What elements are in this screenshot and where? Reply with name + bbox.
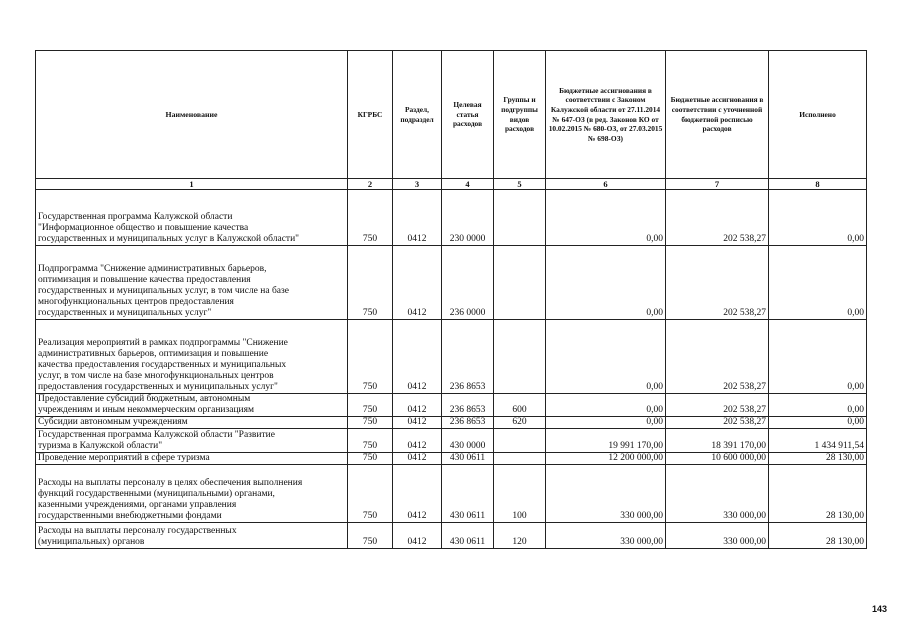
row-target: 430 0611 xyxy=(442,523,494,549)
row-kgrbs: 750 xyxy=(348,394,393,417)
row-target: 230 0000 xyxy=(442,190,494,246)
table-row xyxy=(36,417,867,429)
table-row xyxy=(36,320,867,394)
row-section: 0412 xyxy=(393,246,442,320)
header-kgrbs: КГРБС xyxy=(348,51,393,179)
row-group: 620 xyxy=(494,417,546,429)
row-group xyxy=(494,246,546,320)
row-name: Предоставление субсидий бюджетным, автономным учреждениям и иным некоммерческим организациям xyxy=(36,394,348,417)
row-group: 100 xyxy=(494,465,546,523)
row-section: 0412 xyxy=(393,523,442,549)
row-executed: 0,00 xyxy=(769,246,867,320)
row-kgrbs: 750 xyxy=(348,453,393,465)
row-refined: 202 538,27 xyxy=(666,320,769,394)
row-kgrbs: 750 xyxy=(348,320,393,394)
row-name: Подпрограмма "Снижение административных барьеров, оптимизация и повышение качества предоставления государственных и муниципальных услуг, в том числе на базе многофункциональных центров предоставления государственных и муниципальных услуг" xyxy=(36,246,348,320)
row-refined: 10 600 000,00 xyxy=(666,453,769,465)
row-refined: 202 538,27 xyxy=(666,417,769,429)
row-executed: 0,00 xyxy=(769,320,867,394)
row-section: 0412 xyxy=(393,417,442,429)
header-section: Раздел, подраздел xyxy=(393,51,442,179)
row-law: 0,00 xyxy=(546,320,666,394)
row-target: 236 0000 xyxy=(442,246,494,320)
row-law: 0,00 xyxy=(546,394,666,417)
row-law: 19 991 170,00 xyxy=(546,429,666,453)
row-name: Субсидии автономным учреждениям xyxy=(36,417,348,429)
row-section: 0412 xyxy=(393,465,442,523)
row-kgrbs: 750 xyxy=(348,417,393,429)
row-group xyxy=(494,453,546,465)
row-target: 430 0611 xyxy=(442,453,494,465)
row-section: 0412 xyxy=(393,320,442,394)
page-number: 143 xyxy=(872,604,888,614)
row-kgrbs: 750 xyxy=(348,246,393,320)
row-law: 12 200 000,00 xyxy=(546,453,666,465)
row-kgrbs: 750 xyxy=(348,429,393,453)
row-target: 236 8653 xyxy=(442,417,494,429)
row-executed: 0,00 xyxy=(769,394,867,417)
row-group: 120 xyxy=(494,523,546,549)
row-law: 0,00 xyxy=(546,190,666,246)
row-name: Проведение мероприятий в сфере туризма xyxy=(36,453,348,465)
row-section: 0412 xyxy=(393,190,442,246)
row-name: Расходы на выплаты персоналу государственных (муниципальных) органов xyxy=(36,523,348,549)
row-group xyxy=(494,190,546,246)
row-law: 0,00 xyxy=(546,246,666,320)
column-numbers-row xyxy=(36,179,867,190)
header-name: Наименование xyxy=(36,51,348,179)
row-name: Расходы на выплаты персоналу в целях обеспечения выполнения функций государственными (муниципальными) органами, казенными учреждениями, органами управления государственными внебюджетными фондами xyxy=(36,465,348,523)
row-executed: 0,00 xyxy=(769,190,867,246)
row-refined: 202 538,27 xyxy=(666,190,769,246)
table-row xyxy=(36,190,867,246)
header-law: Бюджетные ассигнования в соответствии с Законом Калужской области от 27.11.2014 № 647-ОЗ (в ред. Законов КО от 10.02.2015 № 680-ОЗ, от 27.03.2015 № 698-ОЗ) xyxy=(546,51,666,179)
row-name: Государственная программа Калужской области "Развитие туризма в Калужской области" xyxy=(36,429,348,453)
column-number: 6 xyxy=(546,179,666,190)
row-section: 0412 xyxy=(393,394,442,417)
row-refined: 330 000,00 xyxy=(666,465,769,523)
row-law: 0,00 xyxy=(546,417,666,429)
row-kgrbs: 750 xyxy=(348,523,393,549)
column-number: 1 xyxy=(36,179,348,190)
row-refined: 202 538,27 xyxy=(666,394,769,417)
row-law: 330 000,00 xyxy=(546,465,666,523)
row-kgrbs: 750 xyxy=(348,465,393,523)
header-row xyxy=(36,51,867,179)
table-row xyxy=(36,523,867,549)
column-number: 2 xyxy=(348,179,393,190)
row-executed: 0,00 xyxy=(769,417,867,429)
row-refined: 330 000,00 xyxy=(666,523,769,549)
budget-table xyxy=(35,50,867,549)
row-executed: 28 130,00 xyxy=(769,453,867,465)
header-target: Целевая статья расходов xyxy=(442,51,494,179)
row-group xyxy=(494,320,546,394)
row-executed: 28 130,00 xyxy=(769,523,867,549)
table-row xyxy=(36,453,867,465)
row-kgrbs: 750 xyxy=(348,190,393,246)
table-row xyxy=(36,465,867,523)
row-target: 236 8653 xyxy=(442,320,494,394)
header-groups: Группы и подгруппы видов расходов xyxy=(494,51,546,179)
column-number: 5 xyxy=(494,179,546,190)
table-row xyxy=(36,246,867,320)
column-number: 4 xyxy=(442,179,494,190)
row-name: Государственная программа Калужской области "Информационное общество и повышение качества государственных и муниципальных услуг в Калужской области" xyxy=(36,190,348,246)
row-group: 600 xyxy=(494,394,546,417)
row-refined: 202 538,27 xyxy=(666,246,769,320)
column-number: 8 xyxy=(769,179,867,190)
row-refined: 18 391 170,00 xyxy=(666,429,769,453)
row-target: 430 0000 xyxy=(442,429,494,453)
row-executed: 1 434 911,54 xyxy=(769,429,867,453)
row-target: 430 0611 xyxy=(442,465,494,523)
row-section: 0412 xyxy=(393,453,442,465)
row-group xyxy=(494,429,546,453)
column-number: 7 xyxy=(666,179,769,190)
header-refined: Бюджетные ассигнования в соответствии с уточненной бюджетной росписью расходов xyxy=(666,51,769,179)
table-row xyxy=(36,429,867,453)
row-target: 236 8653 xyxy=(442,394,494,417)
table-row xyxy=(36,394,867,417)
row-law: 330 000,00 xyxy=(546,523,666,549)
row-section: 0412 xyxy=(393,429,442,453)
header-executed: Исполнено xyxy=(769,51,867,179)
row-name: Реализация мероприятий в рамках подпрограммы "Снижение административных барьеров, оптимизация и повышение качества предоставления государственных и муниципальных услуг, в том числе на базе многофункциональных центров предоставления государственных и муниципальных услуг" xyxy=(36,320,348,394)
column-number: 3 xyxy=(393,179,442,190)
row-executed: 28 130,00 xyxy=(769,465,867,523)
